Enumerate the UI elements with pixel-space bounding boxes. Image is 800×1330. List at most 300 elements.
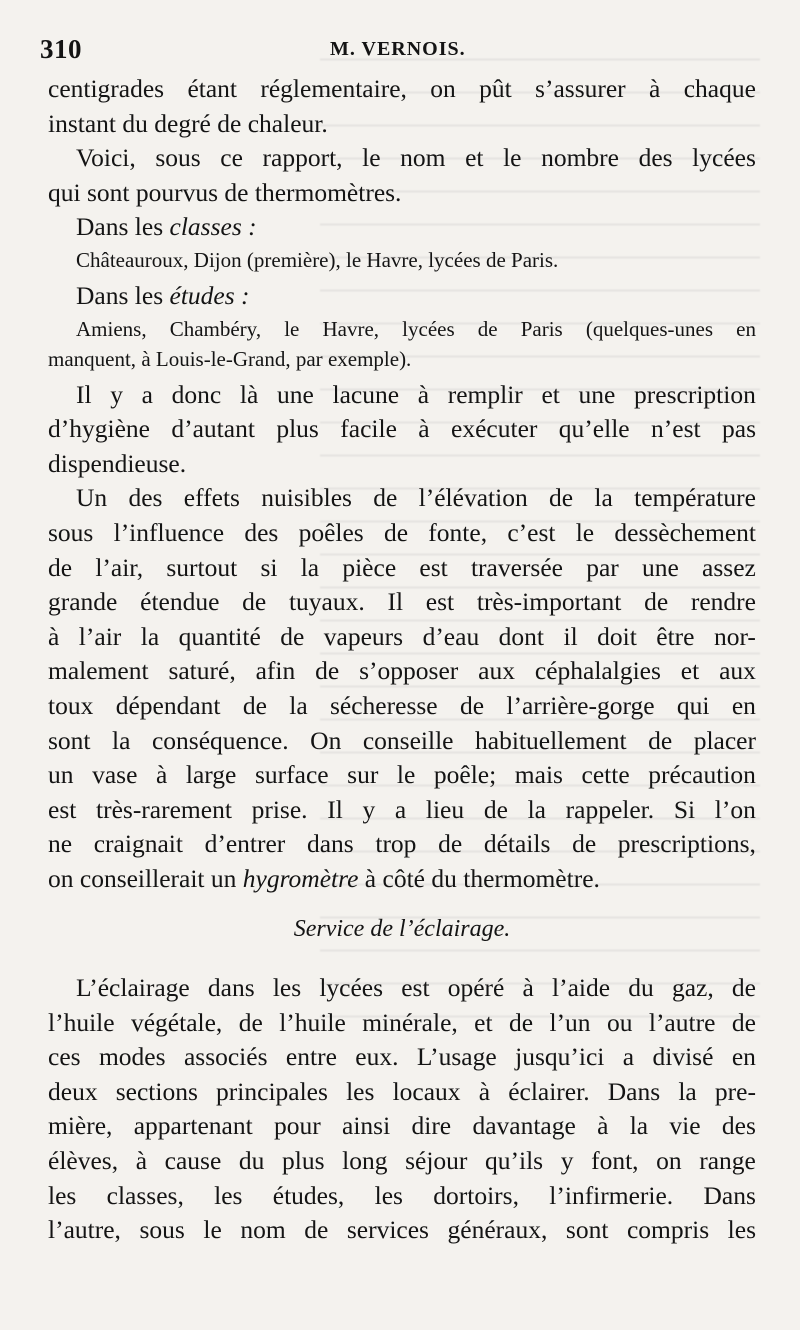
word: cause [164, 1146, 222, 1176]
word: l’influence [113, 517, 225, 547]
word: Paris. [511, 247, 559, 272]
word: l’on [714, 794, 756, 824]
word: lycées [402, 316, 455, 341]
text-line [48, 1213, 756, 1248]
text-line [48, 176, 756, 211]
word: pas [722, 414, 756, 444]
word: sections [115, 1076, 198, 1106]
word: Si [673, 794, 696, 824]
word: une [277, 379, 314, 409]
word: on [656, 1146, 682, 1176]
word: n’est [651, 414, 701, 444]
word: à [48, 621, 60, 651]
word: (première), [246, 247, 341, 272]
word: vase [92, 760, 138, 790]
word: très-rarement [96, 794, 232, 824]
word: gaz, [671, 973, 714, 1003]
word: on [48, 863, 74, 893]
word: des [128, 483, 163, 513]
word: d’hygiène [48, 414, 150, 444]
word: y [110, 379, 123, 409]
text-line [48, 344, 756, 374]
word: les [48, 1180, 77, 1210]
word: le [362, 143, 381, 173]
word: prescription [634, 379, 756, 409]
text-line [48, 654, 756, 689]
word: dont [498, 621, 545, 651]
word: de [304, 1215, 329, 1245]
word: font, [591, 1146, 639, 1176]
word: assez [702, 552, 756, 582]
word: à [155, 760, 168, 790]
word: la [289, 690, 308, 720]
word: c’est [507, 517, 556, 547]
word: de [242, 587, 267, 617]
word: Châteauroux, [76, 247, 189, 272]
word: centigrades [48, 74, 165, 103]
word: thermomètres. [254, 177, 402, 207]
word: le [203, 1215, 222, 1245]
word: l’infirmerie. [549, 1180, 674, 1210]
word: l’air, [95, 552, 144, 582]
word: à [418, 414, 430, 444]
word: le [503, 143, 522, 173]
word: les [272, 973, 302, 1003]
word: à [417, 379, 430, 409]
word: chaque [683, 74, 756, 103]
word: la [678, 1076, 697, 1106]
word: pour [273, 1111, 321, 1141]
word: et [541, 379, 560, 409]
word: mais [514, 760, 563, 790]
word: manquent, [48, 346, 137, 371]
word: a [141, 379, 153, 409]
word: par [295, 346, 323, 371]
text-line [48, 827, 756, 862]
word: de [508, 1007, 534, 1037]
text-line [48, 724, 756, 759]
word: Havre, [322, 316, 380, 341]
word: surface [254, 760, 329, 790]
word: nor- [713, 621, 756, 651]
text-line [48, 314, 756, 344]
word: rendre [690, 587, 756, 617]
word: l’autre [648, 1007, 716, 1037]
word: dortoirs, [433, 1180, 519, 1210]
word: côté [382, 863, 425, 893]
word: de [483, 794, 508, 824]
word: eux. [355, 1042, 399, 1072]
word: de [549, 483, 574, 513]
text-line [48, 481, 756, 516]
word: est [401, 973, 430, 1003]
word: conseillerait [79, 863, 205, 893]
word: principales [216, 1076, 328, 1106]
word: réglementaire, [260, 74, 407, 103]
word: aux [478, 656, 515, 686]
word: de [477, 316, 498, 341]
text-line [48, 758, 756, 793]
word: dans [207, 973, 255, 1003]
word: exemple). [327, 346, 412, 371]
word: de [459, 690, 485, 720]
word: sous [155, 143, 201, 173]
word: à [364, 863, 377, 893]
word: à [478, 1076, 491, 1106]
word: élèves, [48, 1146, 119, 1176]
word: fonte, [428, 517, 488, 547]
word: : [241, 280, 250, 310]
word: à [597, 1111, 609, 1141]
text-line [48, 245, 756, 275]
text-line [48, 141, 756, 176]
word: une [641, 552, 679, 582]
word: dépendant [115, 690, 221, 720]
word: lycées [428, 247, 481, 272]
text-line [48, 551, 756, 586]
word: Dans [76, 280, 129, 310]
word: hygromètre [242, 863, 359, 893]
word: température [634, 483, 756, 513]
word: Louis-le-Grand, [155, 346, 291, 371]
word: ne [48, 829, 73, 859]
text-line [48, 378, 756, 413]
word: si [260, 552, 278, 582]
word: très-important [476, 587, 622, 617]
word: lycées [319, 973, 384, 1003]
word: traversée [470, 552, 563, 582]
word: détails [483, 829, 551, 859]
word: d’entrer [204, 829, 286, 859]
word: associés [183, 1042, 268, 1072]
word: nom [400, 143, 446, 173]
word: du [431, 863, 457, 893]
word: donc [171, 379, 222, 409]
word: ainsi [342, 1111, 391, 1141]
word: y [560, 1146, 574, 1176]
word: remplir [447, 379, 523, 409]
text-line [48, 620, 756, 655]
word: être [656, 621, 695, 651]
word: la [527, 794, 546, 824]
word: nuisibles [261, 483, 352, 513]
word: Havre, [366, 247, 423, 272]
word: pre- [714, 1076, 756, 1106]
page-number: 310 [40, 34, 82, 64]
word: dans [306, 829, 354, 859]
text-line [48, 412, 756, 447]
word: qu’elle [558, 414, 630, 444]
word: précaution [648, 760, 756, 790]
section-title-line [48, 912, 756, 947]
text-line [48, 1075, 756, 1110]
word: à [649, 74, 661, 103]
word: études [169, 280, 235, 310]
word: conséquence. [151, 725, 289, 755]
word: la [300, 552, 320, 582]
word: chaleur. [247, 108, 328, 138]
word: la [629, 1111, 649, 1141]
word: l’autre, [48, 1215, 121, 1245]
word: éclairer. [508, 1076, 590, 1106]
word: les [727, 1215, 756, 1245]
word: de [280, 621, 305, 651]
word: nom [240, 1215, 286, 1245]
word: Un [76, 483, 108, 513]
word: et [474, 1007, 493, 1037]
word: un [48, 760, 74, 790]
text-line [48, 1179, 756, 1214]
word: : [248, 212, 257, 242]
word: là [239, 379, 259, 409]
word: de [217, 108, 242, 138]
word: à [522, 973, 534, 1003]
word: de [438, 829, 463, 859]
word: qu’ils [485, 1146, 544, 1176]
word: nombre [541, 143, 619, 173]
word: pût [479, 74, 512, 103]
word: des [638, 143, 673, 173]
word: séjour [405, 1146, 468, 1176]
text-line [48, 793, 756, 828]
word: poêle; [433, 760, 497, 790]
word: Paris [520, 316, 563, 341]
word: l’air [78, 621, 122, 651]
word: de [731, 1007, 756, 1037]
word: vapeurs [323, 621, 404, 651]
word: davantage [472, 1111, 576, 1141]
word: de [731, 973, 756, 1003]
word: dessèchement [614, 517, 756, 547]
word: long [342, 1146, 388, 1176]
word: sous [48, 517, 94, 547]
word: et [680, 656, 700, 686]
word: mière, [48, 1111, 113, 1141]
word: pourvus [135, 177, 219, 207]
word: qui [676, 690, 710, 720]
word: de [48, 552, 73, 582]
word: de [224, 177, 249, 207]
page-header [40, 34, 760, 66]
word: On [310, 725, 342, 755]
word: classes [169, 212, 242, 242]
word: y [362, 794, 376, 824]
text-line [48, 1040, 756, 1075]
word: sont [48, 725, 91, 755]
word: plus [276, 414, 319, 444]
word: rappeler. [565, 794, 655, 824]
word: à [141, 346, 151, 371]
text-line [48, 516, 756, 551]
word: dire [411, 1111, 452, 1141]
word: plus [282, 1146, 325, 1176]
word: locaux [392, 1076, 461, 1106]
word: étant [187, 74, 238, 103]
word: opéré [447, 973, 505, 1003]
word: quantité [178, 621, 261, 651]
word: classes, [106, 1180, 184, 1210]
word: la [594, 483, 613, 513]
word: il [563, 621, 578, 651]
word: s’assurer [535, 74, 626, 103]
word: saturé, [168, 656, 236, 686]
word: en [731, 1042, 756, 1072]
paragraph-block-2 [48, 971, 756, 1248]
word: a [394, 794, 407, 824]
word: appartenant [133, 1111, 253, 1141]
word: Voici, [76, 143, 136, 173]
word: thermomètre. [463, 863, 600, 893]
word: L’éclairage [76, 973, 190, 1003]
word: services [346, 1215, 429, 1245]
word: ou [606, 1007, 633, 1037]
word: instant [48, 108, 116, 138]
word: l’aide [552, 973, 611, 1003]
word: aux [719, 656, 756, 686]
word: la [140, 621, 160, 651]
text-line [48, 585, 756, 620]
word: en [736, 316, 756, 341]
text-line [48, 107, 756, 142]
word: placer [693, 725, 756, 755]
word: trop [375, 829, 417, 859]
word: Amiens, [76, 316, 147, 341]
word: tuyaux. [288, 587, 365, 617]
word: exécuter [451, 414, 538, 444]
word: facile [340, 414, 397, 444]
word: céphalalgies [534, 656, 661, 686]
text-line [48, 971, 756, 1006]
word: lieu [425, 794, 465, 824]
word: sont [565, 1215, 609, 1245]
word: qui [48, 177, 81, 207]
text-line [48, 447, 756, 482]
word: l’un [549, 1007, 591, 1037]
word: dispendieuse. [48, 448, 187, 478]
word: modes [98, 1042, 166, 1072]
word: doit [597, 621, 637, 651]
word: est [419, 552, 448, 582]
word: est [48, 794, 77, 824]
word: l’huile [48, 1007, 115, 1037]
word: de [648, 725, 673, 755]
word: l’huile [279, 1007, 346, 1037]
word: l’arrière-gorge [506, 690, 655, 720]
word: cette [581, 760, 630, 790]
word: de [383, 517, 409, 547]
text-line [48, 279, 756, 314]
word: Dans [76, 212, 129, 242]
word: par [586, 552, 619, 582]
word: poêles [298, 517, 364, 547]
word: malement [48, 656, 149, 686]
word: en [731, 690, 756, 720]
word: et [465, 143, 484, 173]
word: a [622, 1042, 635, 1072]
word: des [721, 1111, 756, 1141]
word: du [238, 1146, 265, 1176]
word: la [112, 725, 131, 755]
word: sur [347, 760, 379, 790]
word: habituellement [475, 725, 627, 755]
word: Chambéry, [169, 316, 262, 341]
text-line [48, 72, 756, 107]
word: ces [48, 1042, 81, 1072]
word: une [578, 379, 616, 409]
word: Dans [703, 1180, 756, 1210]
word: de [315, 656, 340, 686]
word: de [572, 829, 597, 859]
word: de [373, 483, 398, 513]
word: du [122, 108, 148, 138]
word: large [185, 760, 237, 790]
word: surtout [166, 552, 238, 582]
word: craignait [93, 829, 183, 859]
word: le [284, 316, 300, 341]
word: généraux, [447, 1215, 548, 1245]
paragraph-block-1 [48, 72, 756, 896]
word: divisé [652, 1042, 714, 1072]
word: conseille [362, 725, 454, 755]
word: de [485, 247, 506, 272]
word: les [346, 1076, 375, 1106]
word: lacune [332, 379, 400, 409]
word: étendue [140, 587, 220, 617]
word: prise. [251, 794, 308, 824]
word: Dijon [193, 247, 242, 272]
word: le [346, 247, 362, 272]
word: de [644, 587, 669, 617]
word: grande [48, 587, 118, 617]
word: prescriptions, [617, 829, 756, 859]
word: effets [183, 483, 240, 513]
word: sont [86, 177, 130, 207]
word: sécheresse [330, 690, 438, 720]
word: s’opposer [359, 656, 459, 686]
word: les [134, 212, 164, 242]
word: compris [626, 1215, 710, 1245]
text-line [48, 862, 756, 897]
word: on [430, 74, 456, 103]
word: afin [255, 656, 296, 686]
word: l’élévation [418, 483, 528, 513]
word: jusqu’ici [515, 1042, 605, 1072]
word: des [244, 517, 279, 547]
word: toux [48, 690, 94, 720]
word: les [374, 1180, 403, 1210]
word: le [396, 760, 416, 790]
word: végétale, [130, 1007, 223, 1037]
word: ce [220, 143, 243, 173]
word: les [134, 280, 164, 310]
word: (quelques-unes [585, 316, 713, 341]
text-line [48, 210, 756, 245]
word: d’eau [422, 621, 480, 651]
word: de [242, 690, 267, 720]
word: d’autant [171, 414, 255, 444]
running-head: M. VERNOIS. [330, 38, 466, 60]
word: Il [327, 794, 343, 824]
word: du [628, 973, 654, 1003]
word: le [575, 517, 595, 547]
word: entre [285, 1042, 337, 1072]
word: sous [139, 1215, 185, 1245]
word: rapport, [262, 143, 343, 173]
section-title: Service de l’éclairage. [293, 916, 511, 943]
word: Il [76, 379, 92, 409]
text-line [48, 689, 756, 724]
word: Il [387, 587, 404, 617]
